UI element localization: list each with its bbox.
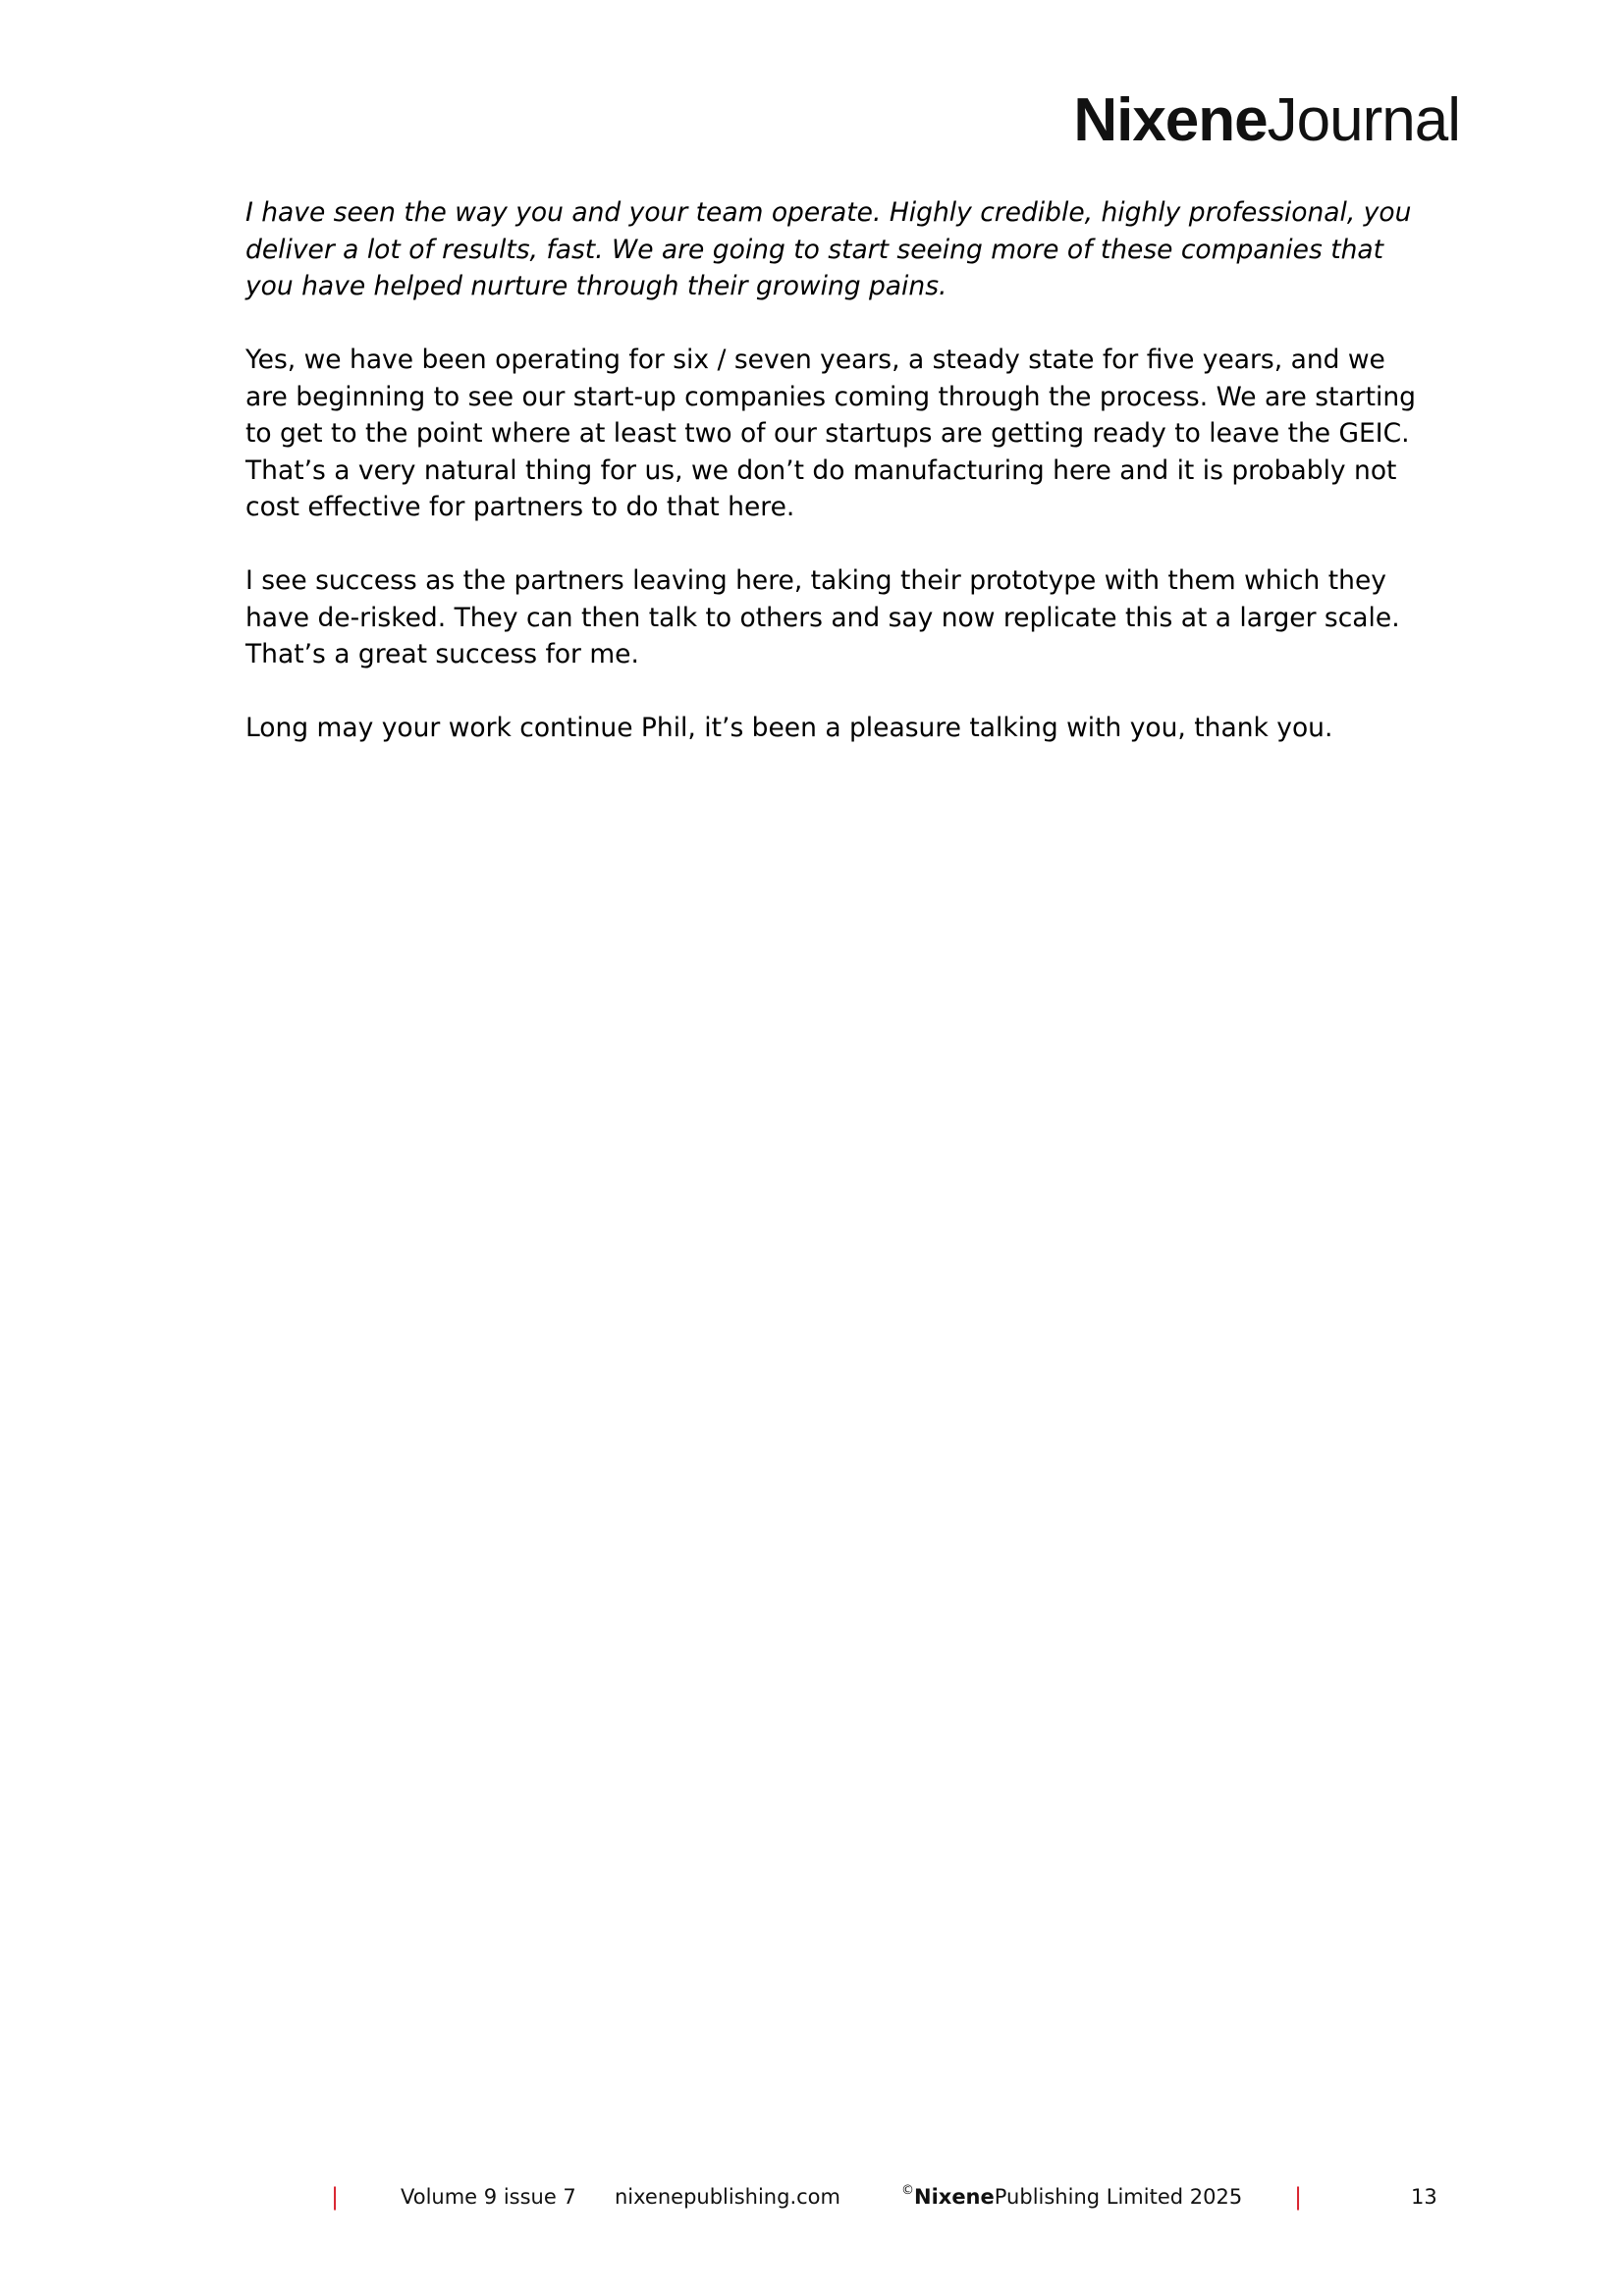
footer-copyright bbox=[901, 2181, 1242, 2213]
masthead-brand-light: Journal bbox=[1267, 86, 1460, 154]
masthead-brand-bold: Nixene bbox=[1073, 86, 1268, 154]
copyright-symbol: © bbox=[901, 2183, 914, 2198]
footer-publisher-rest: Publishing Limited 2025 bbox=[994, 2185, 1243, 2209]
page-footer bbox=[0, 2181, 1623, 2213]
footer-volume: Volume 9 issue 7 bbox=[401, 2185, 576, 2209]
footer-website-link[interactable]: nixenepublishing.com bbox=[615, 2185, 840, 2209]
footer-separator-right: | bbox=[1294, 2183, 1303, 2211]
article-body bbox=[245, 194, 1434, 783]
footer-publisher-bold: Nixene bbox=[914, 2185, 995, 2209]
journal-masthead bbox=[1073, 86, 1460, 154]
answer-paragraph: Yes, we have been operating for six / seven years, a steady state for five years, and we are beginning to see our start-up companies coming through the process. We are starting to get to the point where at least two of our startups are getting ready to leave the GEIC. That’s a very natural thing for us, we don’t do manufacturing here and it is probably not cost effective for partners to do that here. bbox=[245, 345, 1416, 522]
interview-question: I have seen the way you and your team operate. Highly credible, highly professional, you deliver a lot of results, fast. We are going to start seeing more of these companies that you have helped nurture through their growing pains. bbox=[245, 197, 1412, 301]
closing-paragraph: Long may your work continue Phil, it’s been a pleasure talking with you, thank you. bbox=[245, 713, 1333, 743]
footer-separator-left: | bbox=[331, 2183, 340, 2211]
answer-paragraph: I see success as the partners leaving here, taking their prototype with them which they have de-risked. They can then talk to others and say now replicate this at a larger scale. That’s a great success for me. bbox=[245, 565, 1400, 669]
page-number: 13 bbox=[1411, 2185, 1437, 2209]
